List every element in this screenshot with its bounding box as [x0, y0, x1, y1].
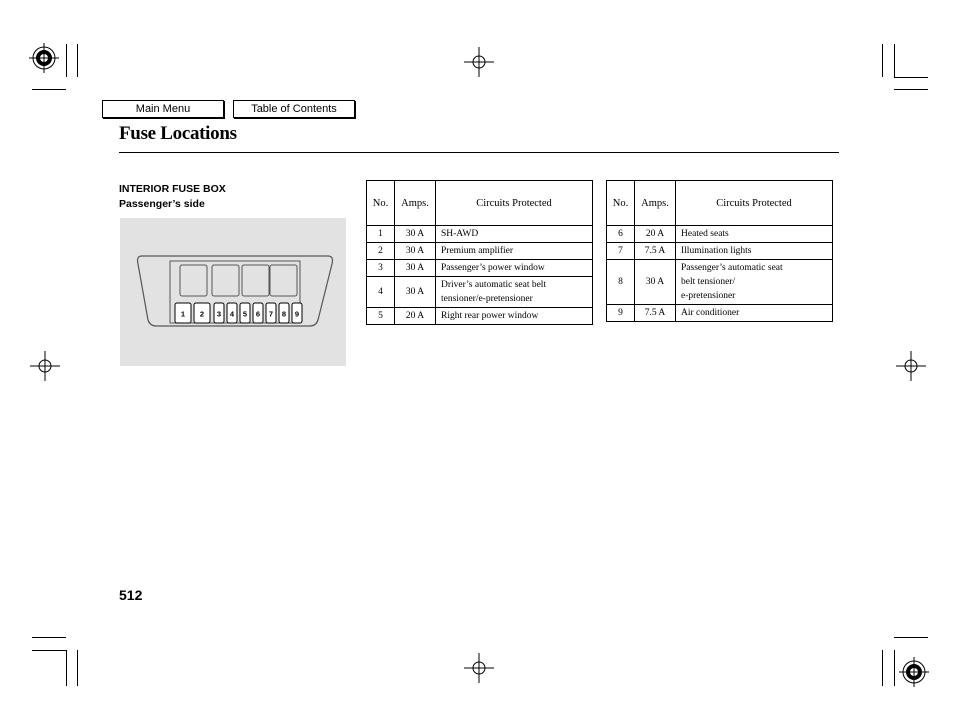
- crosshair-icon: [464, 653, 494, 683]
- fuse-amps: 7.5 A: [635, 243, 676, 260]
- fuse-number: 9: [607, 305, 635, 322]
- table-row: [607, 305, 833, 322]
- crosshair-icon: [30, 351, 60, 381]
- fuse-circuit: Passenger’s power window: [436, 260, 593, 277]
- fuse-slot-label: 4: [229, 309, 235, 319]
- fuse-circuit: Heated seats: [676, 226, 833, 243]
- fuse-circuit-line: Driver’s automatic seat belt: [441, 280, 547, 290]
- fuse-circuit-line: tensioner/e-pretensioner: [441, 294, 533, 304]
- fuse-table-right: [606, 180, 833, 322]
- table-of-contents-button[interactable]: Table of Contents: [233, 100, 355, 118]
- fuse-slot-label: 1: [180, 309, 186, 319]
- fuse-slot-label: 5: [242, 309, 248, 319]
- fuse-slot-9: [292, 303, 302, 323]
- fuse-number: 4: [367, 277, 395, 308]
- column-header-circuits: Circuits Protected: [436, 181, 593, 226]
- column-header-amps: Amps.: [635, 181, 676, 226]
- fuse-slot-label: 2: [199, 309, 205, 319]
- table-row: [367, 277, 593, 308]
- fuse-circuit: SH-AWD: [436, 226, 593, 243]
- fuse-slot-3: [214, 303, 224, 323]
- fuse-number: 2: [367, 243, 395, 260]
- fuse-box-diagram: [120, 218, 346, 366]
- fuse-slot-label: 9: [294, 309, 300, 319]
- fuse-circuit: [436, 277, 593, 308]
- column-header-no: No.: [607, 181, 635, 226]
- fuse-slot-5: [240, 303, 250, 323]
- table-row: [367, 226, 593, 243]
- fuse-number: 7: [607, 243, 635, 260]
- fuse-slot-4: [227, 303, 237, 323]
- fuse-amps: 20 A: [395, 308, 436, 325]
- fuse-number: 3: [367, 260, 395, 277]
- registration-target-icon: [899, 657, 929, 687]
- fuse-amps: 30 A: [395, 243, 436, 260]
- fuse-slot-6: [253, 303, 263, 323]
- column-header-no: No.: [367, 181, 395, 226]
- fuse-circuit: Illumination lights: [676, 243, 833, 260]
- fuse-slot-1: [175, 303, 191, 323]
- fuse-number: 1: [367, 226, 395, 243]
- table-row: [607, 260, 833, 305]
- fuse-circuit: Air conditioner: [676, 305, 833, 322]
- fuse-amps: 20 A: [635, 226, 676, 243]
- fuse-box-illustration: [120, 218, 346, 366]
- fuse-table-left: [366, 180, 593, 325]
- fuse-number: 5: [367, 308, 395, 325]
- table-row: [367, 308, 593, 325]
- fuse-circuit: Premium amplifier: [436, 243, 593, 260]
- fuse-slot-2: [194, 303, 210, 323]
- section-subheading: Passenger’s side: [119, 198, 205, 210]
- fuse-circuit: Right rear power window: [436, 308, 593, 325]
- fuse-slot-7: [266, 303, 276, 323]
- table-row: [367, 243, 593, 260]
- fuse-circuit-line: e-pretensioner: [681, 291, 736, 301]
- fuse-number: 6: [607, 226, 635, 243]
- title-divider: [119, 152, 839, 153]
- main-menu-button[interactable]: Main Menu: [102, 100, 224, 118]
- fuse-slot-label: 3: [216, 309, 222, 319]
- column-header-amps: Amps.: [395, 181, 436, 226]
- crosshair-icon: [896, 351, 926, 381]
- fuse-amps: 30 A: [395, 260, 436, 277]
- fuse-circuit-line: Passenger’s automatic seat: [681, 263, 783, 273]
- fuse-amps: 30 A: [635, 260, 676, 305]
- fuse-amps: 7.5 A: [635, 305, 676, 322]
- fuse-number: 8: [607, 260, 635, 305]
- page-title: Fuse Locations: [119, 123, 237, 144]
- column-header-circuits: Circuits Protected: [676, 181, 833, 226]
- registration-target-icon: [29, 43, 59, 73]
- fuse-slot-label: 8: [281, 309, 287, 319]
- crosshair-icon: [464, 47, 494, 77]
- fuse-circuit-line: belt tensioner/: [681, 277, 736, 287]
- fuse-amps: 30 A: [395, 277, 436, 308]
- fuse-slot-8: [279, 303, 289, 323]
- section-heading: INTERIOR FUSE BOX: [119, 183, 226, 195]
- fuse-slot-label: 7: [268, 309, 274, 319]
- page-number: 512: [119, 587, 143, 603]
- table-row: [607, 243, 833, 260]
- fuse-slot-label: 6: [255, 309, 261, 319]
- table-row: [607, 226, 833, 243]
- table-row: [367, 260, 593, 277]
- fuse-circuit: [676, 260, 833, 305]
- fuse-amps: 30 A: [395, 226, 436, 243]
